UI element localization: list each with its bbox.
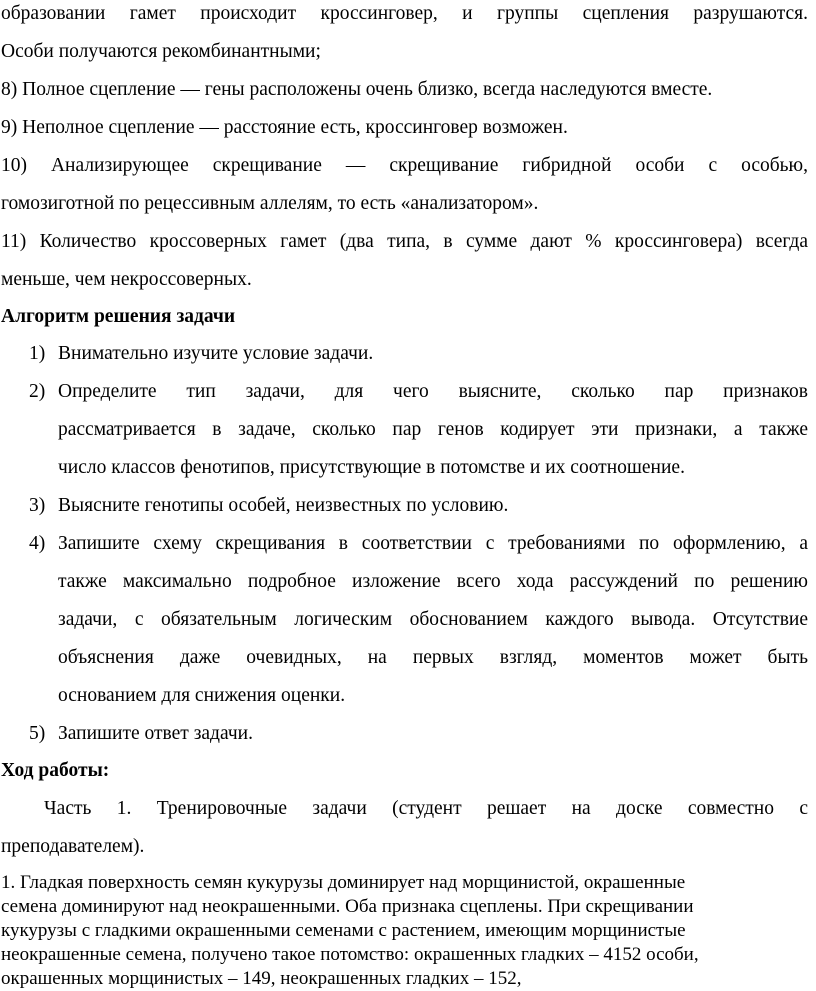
task1-line: кукурузы с гладкими окрашенными семенами с растением, имеющим морщинистые: [1, 920, 686, 941]
step-line: рассматривается в задаче, сколько пар генов кодирует эти признаки, а также: [58, 419, 808, 440]
algorithm-heading: Алгоритм решения задачи: [1, 306, 236, 327]
step-line: число классов фенотипов, присутствующие в потомстве и их соотношение.: [58, 457, 685, 478]
task1-line: семена доминируют над неокрашенными. Оба признака сцеплены. При скрещивании: [1, 896, 694, 917]
definition-10-line1: 10) Анализирующее скрещивание — скрещивание гибридной особи с особью,: [1, 155, 808, 176]
task1-line: неокрашенные семена, получено такое потомство: окрашенных гладких – 4152 особи,: [1, 944, 699, 965]
step-line: Определите тип задачи, для чего выясните, сколько пар признаков: [58, 381, 808, 402]
step-line: Внимательно изучите условие задачи.: [58, 343, 374, 364]
definition-11-line2: меньше, чем некроссоверных.: [1, 269, 252, 290]
definition-9: 9) Неполное сцепление — расстояние есть, кроссинговер возможен.: [1, 117, 568, 138]
paragraph-line: Особи получаются рекомбинантными;: [1, 41, 321, 62]
step-number: 2): [29, 381, 46, 402]
step-number: 3): [29, 495, 46, 516]
step-line: основанием для снижения оценки.: [58, 685, 346, 706]
part1-line2: преподавателем).: [1, 836, 145, 857]
step-line: объяснения даже очевидных, на первых взгляд, моментов может быть: [58, 647, 808, 668]
step-line: также максимально подробное изложение всего хода рассуждений по решению: [58, 571, 808, 592]
task1-line: 1. Гладкая поверхность семян кукурузы доминирует над морщинистой, окрашенные: [1, 872, 686, 893]
definition-10-line2: гомозиготной по рецессивным аллелям, то есть «анализатором».: [1, 193, 539, 214]
step-line: Выясните генотипы особей, неизвестных по условию.: [58, 495, 509, 516]
step-line: задачи, с обязательным логическим обоснованием каждого вывода. Отсутствие: [58, 609, 808, 630]
part1-line1: Часть 1. Тренировочные задачи (студент решает на доске совместно с: [44, 798, 808, 819]
task1-line: окрашенных морщинистых – 149, неокрашенных гладких – 152,: [1, 968, 522, 989]
workflow-heading: Ход работы:: [1, 760, 110, 781]
step-line: Запишите ответ задачи.: [58, 723, 253, 744]
definition-11-line1: 11) Количество кроссоверных гамет (два типа, в сумме дают % кроссинговера) всегда: [1, 231, 808, 252]
step-number: 5): [29, 723, 46, 744]
step-number: 1): [29, 343, 46, 364]
paragraph-line: образовании гамет происходит кроссинговер, и группы сцепления разрушаются.: [1, 3, 808, 24]
step-number: 4): [29, 533, 46, 554]
step-line: Запишите схему скрещивания в соответствии с требованиями по оформлению, а: [58, 533, 808, 554]
definition-8: 8) Полное сцепление — гены расположены очень близко, всегда наследуются вместе.: [1, 79, 713, 100]
